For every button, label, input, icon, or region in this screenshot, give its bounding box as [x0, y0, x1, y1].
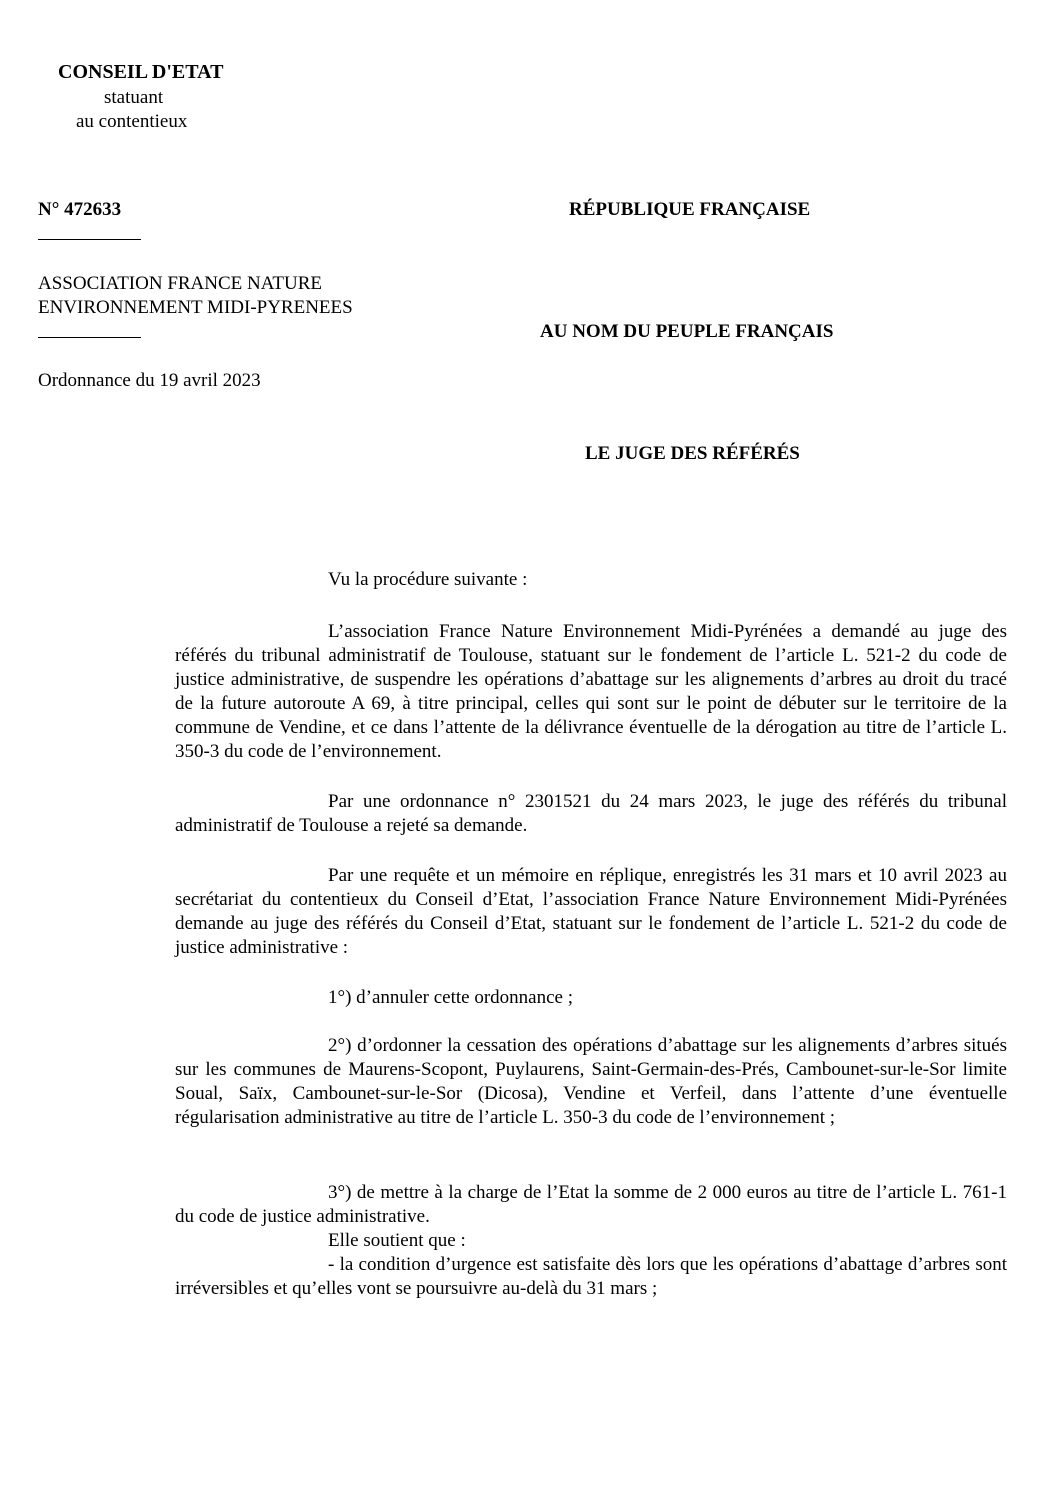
procedure-intro: Vu la procédure suivante : [328, 569, 528, 590]
order-date: Ordonnance du 19 avril 2023 [38, 370, 261, 391]
conclusion-1: 1°) d’annuler cette ordonnance ; [328, 987, 573, 1008]
conclusion-2: 2°) d’ordonner la cessation des opérations d’abattage sur les alignements d’arbres situés sur les communes de Maurens-Scopont, Puylaurens, Saint-Germain-des-Prés, Cambounet-sur-le-Sor limite Soual, Saïx, Cambounet-sur-le-Sor (Dicosa), Vendine et Verfeil, dans l’attente d’une éventuelle régularisation administrative au titre de l’article L. 350-3 du code de l’environnement ; [175, 1035, 1007, 1128]
republic-heading: RÉPUBLIQUE FRANÇAISE [569, 199, 811, 220]
party-name-line1: ASSOCIATION FRANCE NATURE [38, 273, 322, 294]
court-subtitle-statuant: statuant [104, 87, 164, 108]
argument-urgency: - la condition d’urgence est satisfaite dès lors que les opérations d’abattage d’arbres sont irréversibles et qu’elles vont se poursuivre au-delà du 31 mars ; [175, 1254, 1007, 1299]
judge-heading: LE JUGE DES RÉFÉRÉS [585, 443, 800, 464]
paragraph-request: Par une requête et un mémoire en réplique, enregistrés les 31 mars et 10 avril 2023 au secrétariat du contentieux du Conseil d’Etat, l’association France Nature Environnement Midi-Pyrénées demande au juge des référés du Conseil d’Etat, statuant sur le fondement de l’article L. 521-2 du code de justice administrative : [175, 865, 1007, 958]
divider-rule [38, 239, 141, 240]
paragraph-first-instance: L’association France Nature Environnement Midi-Pyrénées a demandé au juge des référés du tribunal administratif de Toulouse, statuant sur le fondement de l’article L. 521-2 du code de justice administrative, de suspendre les opérations d’abattage sur les alignements d’arbres au droit du tracé de la future autoroute A 69, à titre principal, celles qui sont sur le point de débuter sur le territoire de la commune de Vendine, et ce dans l’attente de la délivrance éventuelle de la dérogation au titre de l’article L. 350-3 du code de l’environnement. [175, 621, 1007, 762]
court-title: CONSEIL D'ETAT [58, 61, 224, 83]
party-name-line2: ENVIRONNEMENT MIDI-PYRENEES [38, 297, 353, 318]
divider-rule [38, 337, 141, 338]
arguments-intro: Elle soutient que : [328, 1230, 466, 1251]
court-subtitle-contentieux: au contentieux [76, 111, 188, 132]
conclusion-3: 3°) de mettre à la charge de l’Etat la somme de 2 000 euros au titre de l’article L. 761-1 du code de justice administrative. [175, 1182, 1007, 1227]
paragraph-tribunal-order: Par une ordonnance n° 2301521 du 24 mars 2023, le juge des référés du tribunal administratif de Toulouse a rejeté sa demande. [175, 791, 1007, 836]
people-heading: AU NOM DU PEUPLE FRANÇAIS [540, 321, 834, 342]
case-number: N° 472633 [38, 199, 122, 220]
